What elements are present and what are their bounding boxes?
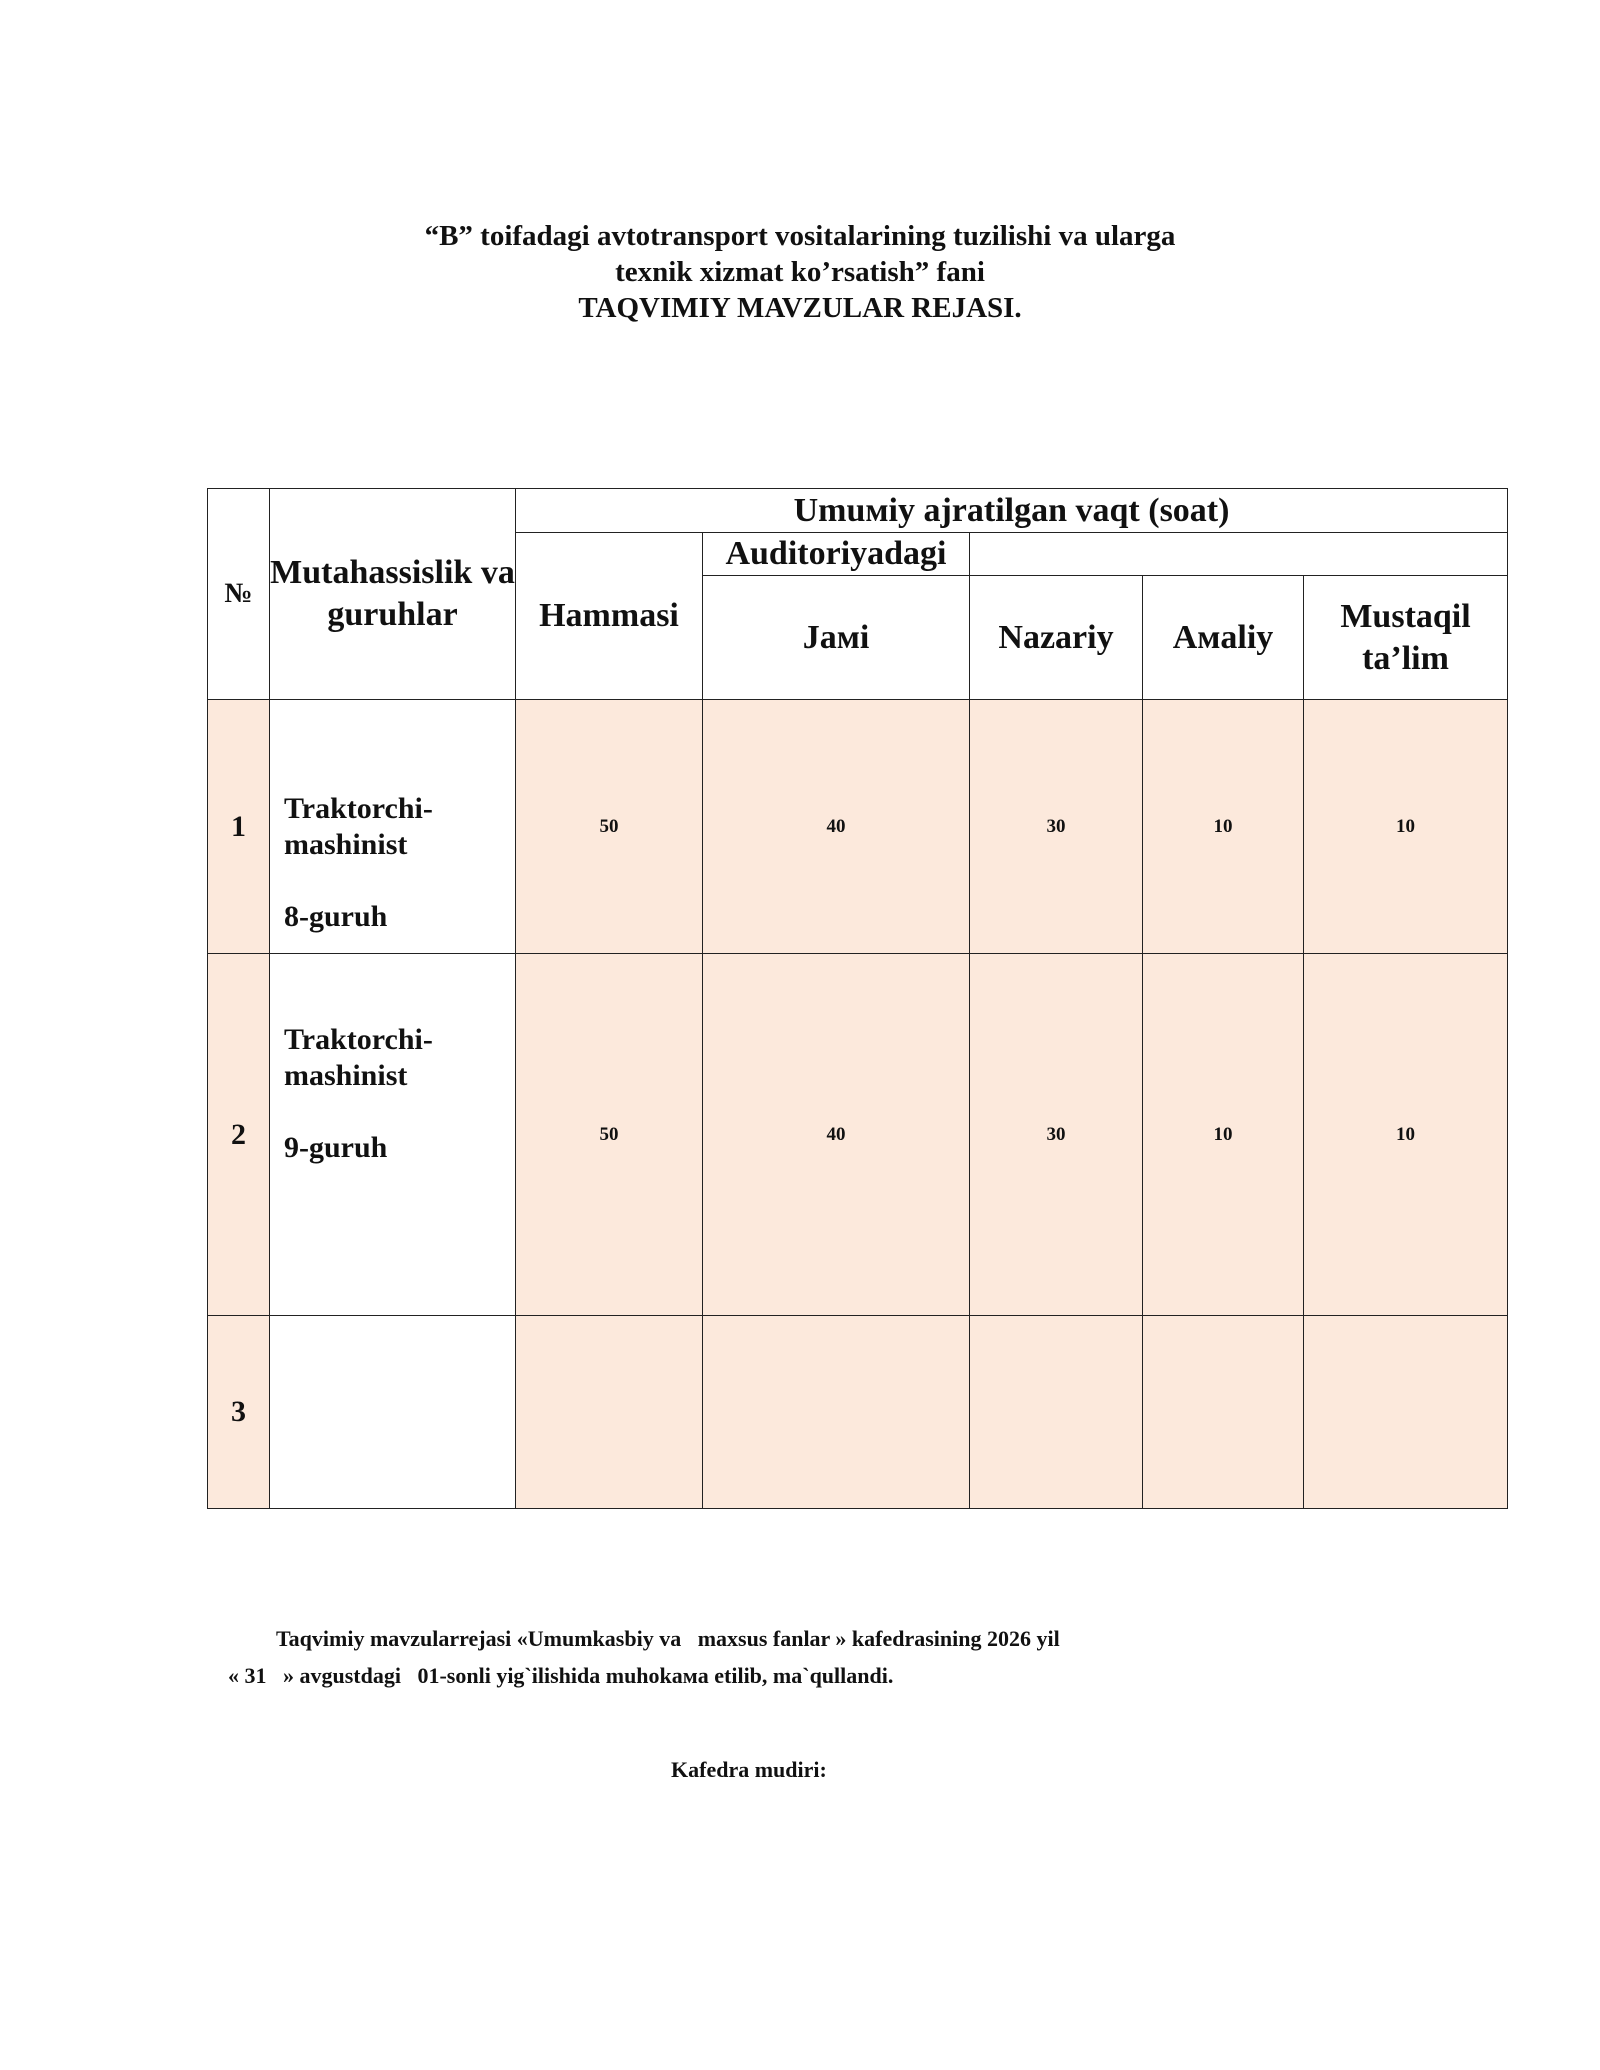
group-name: 9-guruh xyxy=(284,1131,388,1164)
amaliy-cell xyxy=(1143,1316,1304,1509)
header-number: № xyxy=(208,489,270,700)
schedule-table xyxy=(207,488,1508,1509)
mustaqil-cell xyxy=(1304,1316,1508,1509)
jami-cell xyxy=(703,1316,970,1509)
mustaqil-cell: 10 xyxy=(1304,954,1508,1316)
hammasi-cell: 50 xyxy=(516,954,703,1316)
row-number: 2 xyxy=(208,954,270,1316)
row-number: 3 xyxy=(208,1316,270,1509)
header-total-time: Umuмiy ajratilgan vaqt (soat) xyxy=(516,489,1508,533)
specialty-cell xyxy=(270,700,516,954)
nazariy-cell: 30 xyxy=(970,700,1143,954)
nazariy-cell: 30 xyxy=(970,954,1143,1316)
header-mustaqil: Mustaqil ta’lim xyxy=(1304,576,1508,700)
hammasi-cell xyxy=(516,1316,703,1509)
mustaqil-cell: 10 xyxy=(1304,700,1508,954)
specialty-cell xyxy=(270,954,516,1316)
amaliy-cell: 10 xyxy=(1143,954,1304,1316)
row-number: 1 xyxy=(208,700,270,954)
hammasi-cell: 50 xyxy=(516,700,703,954)
specialty-name: Traktorchi-mashinist xyxy=(284,1023,433,1092)
header-empty-cell xyxy=(970,533,1508,576)
department-head-label: Kafedra mudiri: xyxy=(671,1757,827,1782)
approval-line-2: « 31 » avgustdagi 01-sonli yig`ilishida muhokaмa etilib, ma`qullandi. xyxy=(228,1663,894,1688)
table-row xyxy=(208,1316,1508,1509)
title-line-1: “B” toifadagi avtotransport vositalarining tuzilishi va ularga xyxy=(424,220,1176,252)
specialty-name: Traktorchi-mashinist xyxy=(284,791,433,861)
title-line-3: TAQVIMIY MAVZULAR REJASI. xyxy=(578,292,1022,324)
jami-cell: 40 xyxy=(703,954,970,1316)
nazariy-cell xyxy=(970,1316,1143,1509)
header-all: Hammasi xyxy=(516,533,703,700)
table-row xyxy=(208,700,1508,954)
table-row xyxy=(208,954,1508,1316)
specialty-cell xyxy=(270,1316,516,1509)
approval-line-1: Taqvimiy mavzularrejasi «Umumkasbiy va maxsus fanlar » kafedrasining 2026 yil xyxy=(276,1626,1060,1651)
document-title xyxy=(0,218,1600,326)
header-amaliy: Aмaliy xyxy=(1143,576,1304,700)
jami-cell: 40 xyxy=(703,700,970,954)
header-specialty: Mutahassislik va guruhlar xyxy=(270,489,516,700)
header-nazariy: Nazariy xyxy=(970,576,1143,700)
group-name: 8-guruh xyxy=(284,899,388,933)
header-jami: Jaмi xyxy=(703,576,970,700)
header-row-1 xyxy=(208,489,1508,533)
amaliy-cell: 10 xyxy=(1143,700,1304,954)
title-line-2: texnik xizmat ko’rsatish” fani xyxy=(615,256,985,288)
header-auditorium: Auditoriyadagi xyxy=(703,533,970,576)
